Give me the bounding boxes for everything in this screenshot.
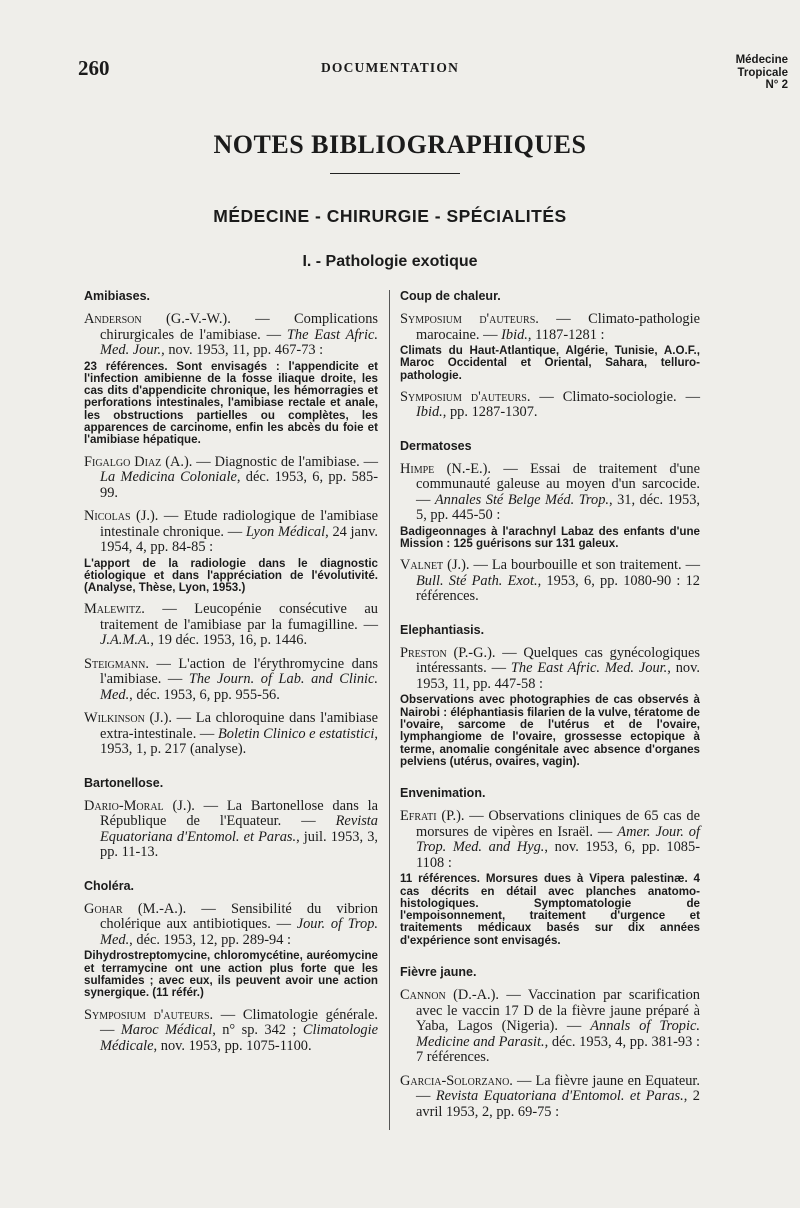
entry-text: , pp. 1287-1307. [442,404,538,421]
entry-text: , déc. 1953, 12, pp. 289-94 : [129,931,292,948]
bibliography-entry [84,657,378,704]
rubric-heading: Dermatoses [400,438,472,453]
spacer [400,955,700,965]
entry-text: , 1953, 1, p. 217 (analyse). [100,725,378,758]
reference [400,1074,700,1121]
spacer [400,776,700,786]
entry-source: Revista Equatoriana d'Entomol. et Paras. [100,813,378,845]
entry-text: , déc. 1953, 6, pp. 585-99. [100,469,378,501]
reference [84,902,378,949]
reference [84,455,378,502]
entry-source: Bull. Sté Path. Exot. [416,572,538,589]
left-column [84,289,378,1062]
entry-note: Climats du Haut-Atlantique, Algérie, Tunisie, A.O.F., Maroc Occidental et Oriental, Sahara, telluro-pathologie. [400,344,700,382]
entry-text: , nov. 1953, 11, pp. 447-58 : [416,660,700,692]
reference [84,657,378,704]
entry-source: Climatologie Médicale [100,1022,378,1054]
entry-source: Annals of Tropic. Medicine and Parasit. [416,1018,700,1050]
entry-source: Maroc Médical [120,1022,213,1039]
bibliography-entry [84,799,378,861]
entry-text: , 19 déc. 1953, 16, p. 1446. [150,632,308,649]
entry-text: (P.-G.). — Quelques cas gynécologiques intéressants. — [416,644,700,677]
reference [400,988,700,1066]
bibliography-entry [400,462,700,551]
subsection-title: I. - Pathologie exotique [302,253,478,270]
entry-text: , nov. 1953, 11, pp. 467-73 : [161,342,324,358]
entry-text: , 1953, 6, pp. 1080-90 : 12 références. [416,572,701,605]
section-title: MÉDECINE - CHIRURGIE - SPÉCIALITÉS [213,206,567,226]
entry-note: 23 références. Sont envisagés : l'appendicite et l'infection amibienne de la fosse iliaque droite, les cas dits d'appendicite chronique, les hémorragies et perforations intestinales, l'amibiase rectale et anale, les obstructions partielles ou complètes, les apparences de carcinome, enfin les abcès du foie et l'amibiase hépatique. [84,359,378,447]
entry-text: , 1187-1281 : [527,326,605,343]
running-title: DOCUMENTATION [320,60,460,75]
entry-text: , juil. 1953, 3, pp. 11-13. [100,828,378,861]
entry-source: Lyon Médical [245,523,326,540]
entry-source: The Journ. of Lab. and Clinic. Med. [100,671,378,703]
entry-source: J.A.M.A. [100,632,151,649]
journal-tag-line: Tropicale [737,66,788,79]
journal-tag [736,54,788,92]
journal-tag-line: N° 2 [765,79,788,91]
spacer [400,429,700,439]
rubric-heading: Coup de chaleur. [400,289,501,303]
journal-tag-line: Médecine [735,54,788,66]
entry-text: (D.-A.). — Vaccination par scarification avec le vaccin 17 D de la fièvre jaune préparé à Yaba, Lagos (Nigeria). — [416,987,700,1035]
entry-author: Symposium d'auteurs [84,1006,210,1023]
reference [84,312,378,359]
entry-text: . — L'action de l'érythromycine dans l'amibiase. — [100,655,378,688]
reference [400,390,700,421]
bibliography-entry [84,902,378,1000]
reference [84,602,378,649]
entry-author: Cannon [400,987,446,1004]
entry-author: Figalgo Diaz [84,453,162,470]
reference [400,462,700,524]
bibliography-entry [84,1008,378,1055]
entry-note: L'apport de la radiologie dans le diagnostic étiologique et dans l'appréciation de l'évolutivité. (Analyse, Thèse, Lyon, 1953.) [84,556,378,595]
entry-text: (P.). — Observations cliniques de 65 cas de morsures de vipères en Israël. — [416,808,700,840]
bibliography-entry [84,711,378,758]
entry-author: Dario-Moral [84,797,164,814]
rubric-heading: Amibiases. [84,289,151,303]
entry-text: , nov. 1953, 6, pp. 1085-1108 : [416,839,700,871]
entry-source: The East Afric. Med. Jour. [510,660,668,677]
reference [400,646,700,693]
reference [84,1008,378,1055]
bibliography-entry [400,390,700,421]
entry-text: . — Leucopénie consécutive au traitement de l'amibiase par la fumagilline. — [100,601,378,633]
bibliography-entry [400,809,700,947]
entry-text: , déc. 1953, 6, pp. 955-56. [129,686,280,703]
rubric-heading: Choléra. [84,878,135,893]
entry-author: Himpe [400,460,435,477]
bibliography-entry [84,509,378,594]
rubric-heading: Elephantiasis. [400,622,485,637]
bibliography-entry [84,455,378,502]
entry-author: Garcia-Solorzano [400,1072,510,1089]
bibliography-entry [400,1074,700,1121]
rubric-heading: Fièvre jaune. [400,965,477,980]
entry-note: Observations avec photographies de cas observés à Nairobi : éléphantiasis filarien de la vulve, tératome de l'ovaire, sarcome de l'utérus et de l'ovaire, lymphangiome de l'ovaire, grossesse ectopique à terme, anomalie congénitale avec absence d'organes pelviens (utérus, ovaires, vagin). [400,693,700,768]
page-number: 260 [78,56,110,80]
bibliography-entry [400,312,700,382]
spacer [84,766,378,776]
entry-text: , nov. 1953, pp. 1075-1100. [153,1037,312,1054]
reference [84,799,378,861]
entry-source: Ibid. [416,404,443,421]
title-rule [330,173,460,174]
entry-source: Revista Equatoriana d'Entomol. et Paras. [435,1088,684,1105]
entry-text: (J.). — La bourbouille et son traitement. — [443,557,700,574]
rubric-heading: Envenimation. [400,786,486,801]
entry-text: . — Climato-sociologie. — [526,388,700,405]
entry-author: Valnet [400,557,444,574]
entry-text: , déc. 1953, 4, pp. 381-93 : 7 références. [416,1033,701,1066]
entry-author: Efrati [400,808,437,825]
spacer [400,613,700,623]
entry-author: Nicolas [84,508,131,525]
entry-text: (J.). — La chloroquine dans l'amibiase extra-intestinale. — [100,710,378,742]
entry-text: , 31, déc. 1953, 5, pp. 445-50 : [416,491,700,524]
reference [400,558,700,605]
entry-note: Dihydrostreptomycine, chloromycétine, auréomycine et terramycine ont une action plus forte que les sulfamides ; avec eux, ils peuvent avoir une action synergique. (11 référ.) [84,949,378,1000]
entry-note: Badigeonnages à l'arachnyl Labaz des enfants d'une Mission : 125 guérisons sur 131 galeux. [400,524,700,551]
entry-author: Symposium d'auteurs [400,311,536,327]
entry-text: , n° sp. 342 ; [212,1022,303,1039]
entry-note: 11 références. Morsures dues à Vipera palestinæ. 4 cas décrits en détail avec planches anatomo-histologiques. Symptomatologie de l'empoisonnement, traitement d'urgence et traitements médicaux basés sur dix années d'expérience sont envisagés. [400,872,700,947]
entry-author: Symposium d'auteurs [400,388,527,405]
entry-source: The East Afric. Med. Jour. [100,326,378,358]
running-head [0,52,800,102]
reference [400,312,700,343]
bibliography-entry [400,988,700,1066]
entry-text: . — Climato-pathologie marocaine. — [416,311,701,343]
column-divider [389,290,390,1130]
entry-source: Amer. Jour. of Trop. Med. and Hyg. [416,823,700,856]
entry-text: (J.). — La Bartonellose dans la République de l'Equateur. — [100,797,378,830]
bibliography-entry [400,646,700,768]
bibliography-entry [84,602,378,649]
entry-source: Boletin Clinico e estatistici [217,725,375,742]
entry-author: Anderson [84,311,142,327]
entry-author: Wilkinson [84,710,145,727]
entry-text: , 2 avril 1953, 2, pp. 69-75 : [416,1088,700,1120]
reference [84,509,378,556]
rubric-heading: Bartonellose. [84,775,164,790]
entry-text: (N.-E.). — Essai de traitement d'une communauté galeuse au moyen d'un sarcocide. — [416,460,700,508]
bibliography-entry [400,558,700,605]
entry-text: (M.-A.). — Sensibilité du vibrion cholérique aux antibiotiques. — [100,900,378,933]
entry-source: Annales Sté Belge Méd. Trop. [434,491,609,508]
entry-text: (A.). — Diagnostic de l'amibiase. — [161,453,378,470]
spacer [84,869,378,879]
entry-author: Steigmann [84,655,146,672]
entry-author: Gohar [84,900,123,917]
entry-text: , 24 janv. 1954, 4, pp. 84-85 : [100,523,378,556]
reference [400,809,700,871]
entry-text: . — La fièvre jaune en Equateur. — [416,1072,700,1105]
entry-text: (J.). — Etude radiologique de l'amibiase intestinale chronique. — [100,508,378,540]
entry-source: Ibid. [501,326,528,343]
entry-text: (G.-V.-W.). — Complications chirurgicales de l'amibiase. — [100,311,378,343]
entry-source: La Medicina Coloniale [100,469,237,486]
entry-text: . — Climatologie générale. — [100,1006,378,1039]
reference [84,711,378,758]
entry-author: Malewitz [84,601,142,618]
entry-author: Preston [400,644,447,661]
bibliography-entry [84,312,378,447]
right-column [400,289,700,1128]
entry-source: Jour. of Trop. Med. [100,916,378,948]
page-title: NOTES BIBLIOGRAPHIQUES [213,130,587,159]
